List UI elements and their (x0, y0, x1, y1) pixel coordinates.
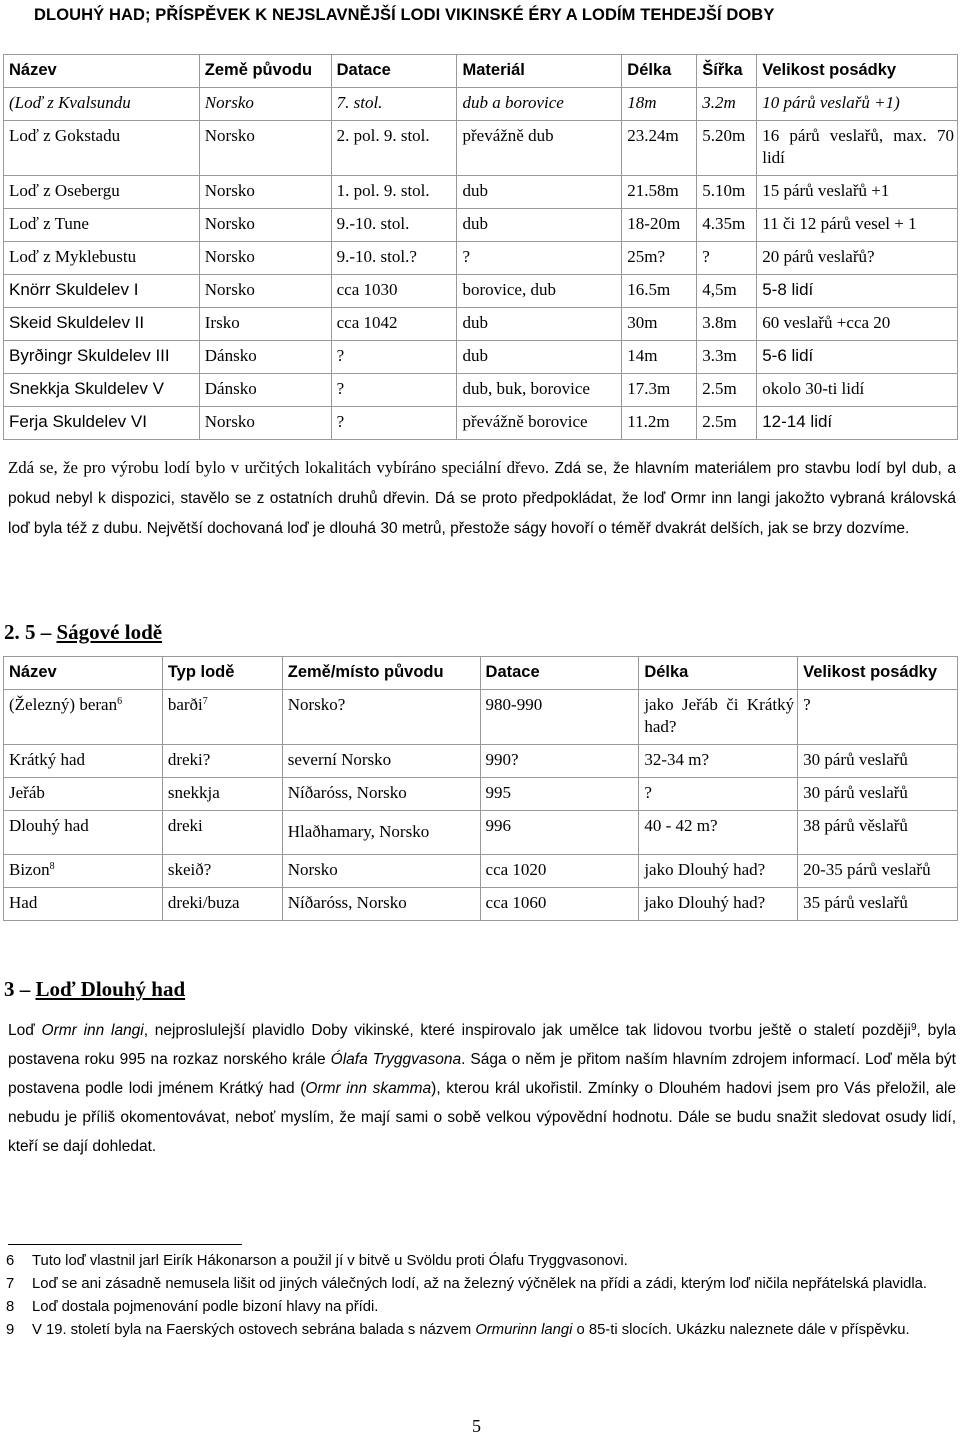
paragraph-wood-materials (8, 453, 956, 543)
footnote-ref: 7 (202, 696, 208, 707)
footnote-text: Loď se ani zásadně nemusela lišit od jiných válečných lodí, až na železný výčnělek na přídi a zádi, kterým loď ničila nepřátelská plavidla. (32, 1276, 927, 1292)
column-header: Velikost posádky (798, 657, 958, 690)
table-row (4, 209, 958, 242)
table-cell: 5-6 lidí (757, 341, 958, 374)
table-cell: 5.10m (697, 176, 757, 209)
footnote-number: 8 (6, 1299, 15, 1315)
table-row (4, 341, 958, 374)
paragraph-sentence: Dá se proto předpokládat, že loď Ormr inn langi jakožto vybraná královská loď byla též z dubu. (8, 490, 957, 537)
table-cell: Norsko? (282, 690, 480, 745)
table-cell: dub (457, 209, 622, 242)
table-cell: Irsko (199, 308, 331, 341)
footnote-ref: 9 (910, 1022, 917, 1033)
table-cell: Knörr Skuldelev I (4, 275, 200, 308)
king-name-italic: Ólafa Tryggvasona (330, 1051, 462, 1068)
page-number: 5 (472, 1416, 481, 1436)
column-header: Délka (639, 657, 798, 690)
running-head: DLOUHÝ HAD; PŘÍSPĚVEK K NEJSLAVNĚJŠÍ LODI VIKINSKÉ ÉRY A LODÍM TEHDEJŠÍ DOBY (34, 6, 775, 24)
table-cell: jako Dlouhý had? (639, 855, 798, 888)
table-cell: 16.5m (622, 275, 697, 308)
table-cell: Ferja Skuldelev VI (4, 407, 200, 440)
column-header: Název (4, 657, 163, 690)
table-cell: 14m (622, 341, 697, 374)
table-row (4, 121, 958, 176)
table-cell: Norsko (199, 176, 331, 209)
table-cell: 35 párů veslařů (798, 888, 958, 921)
text-run: , nejproslulejší plavidlo Doby vikinské, které inspirovalo jak umělce tak lidovou tvorbu ještě o staletí později (143, 1022, 911, 1039)
table-cell: (Loď z Kvalsundu (4, 88, 200, 121)
footnote (6, 1296, 956, 1319)
table-cell: převážně borovice (457, 407, 622, 440)
table-cell: Had (4, 888, 163, 921)
saga-ships-table (3, 656, 958, 921)
table-cell: 990? (480, 745, 639, 778)
table-cell: 3.3m (697, 341, 757, 374)
table-cell: 4.35m (697, 209, 757, 242)
table-cell: dreki? (162, 745, 282, 778)
table-cell: 40 - 42 m? (639, 811, 798, 855)
table-row (4, 275, 958, 308)
footnote-text: Loď dostala pojmenování podle bizoní hlavy na přídi. (32, 1299, 379, 1315)
section-number: 2. 5 (4, 620, 36, 644)
table-cell: Krátký had (4, 745, 163, 778)
table-cell: 30 párů veslařů (798, 778, 958, 811)
footnote-number: 9 (6, 1322, 15, 1338)
table-cell: Loď z Myklebustu (4, 242, 200, 275)
column-header: Délka (622, 55, 697, 88)
table-row (4, 811, 958, 855)
table-cell: Dánsko (199, 341, 331, 374)
text-run: . Sága o něm je přitom naším hlavním zdrojem informací. Loď měla být postavena podle lodi jménem Krátký had ( (8, 1051, 956, 1097)
table-row (4, 242, 958, 275)
table-header-row (4, 657, 958, 690)
table-header-row (4, 55, 958, 88)
table-cell: 17.3m (622, 374, 697, 407)
table-cell: 11.2m (622, 407, 697, 440)
footnote-text: Tuto loď vlastnil jarl Eirík Hákonarson a použil jí v bitvě u Svöldu proti Ólafu Tryggvasonovi. (32, 1253, 628, 1269)
table-cell: ? (798, 690, 958, 745)
table-cell: 30m (622, 308, 697, 341)
column-header: Šířka (697, 55, 757, 88)
table-cell: okolo 30-ti lidí (757, 374, 958, 407)
table-cell: jako Dlouhý had? (639, 888, 798, 921)
table-cell: Norsko (199, 407, 331, 440)
table-cell: dreki (162, 811, 282, 855)
table-cell: 15 párů veslařů +1 (757, 176, 958, 209)
table-cell: 2. pol. 9. stol. (331, 121, 457, 176)
table-cell: skeið? (162, 855, 282, 888)
column-header: Datace (480, 657, 639, 690)
table-cell: cca 1020 (480, 855, 639, 888)
table-cell: ? (697, 242, 757, 275)
table-cell: 60 veslařů +cca 20 (757, 308, 958, 341)
table-cell: 10 párů veslařů +1) (757, 88, 958, 121)
table-cell: Níðaróss, Norsko (282, 778, 480, 811)
table-cell: Jeřáb (4, 778, 163, 811)
paragraph-long-serpent (8, 1016, 956, 1161)
table-cell: 995 (480, 778, 639, 811)
table-cell: 21.58m (622, 176, 697, 209)
table-cell: 20 párů veslařů? (757, 242, 958, 275)
table-cell: ? (331, 341, 457, 374)
table-cell: 2.5m (697, 374, 757, 407)
table-cell: dub a borovice (457, 88, 622, 121)
column-header: Typ lodě (162, 657, 282, 690)
table-cell: Dlouhý had (4, 811, 163, 855)
table-cell: snekkja (162, 778, 282, 811)
text-run: Loď (8, 1022, 42, 1039)
table-cell: 12-14 lidí (757, 407, 958, 440)
table-cell: Byrðingr Skuldelev III (4, 341, 200, 374)
table-cell: dub, buk, borovice (457, 374, 622, 407)
table-cell: 23.24m (622, 121, 697, 176)
footnote-ref: 8 (49, 861, 55, 872)
table-cell: dreki/buza (162, 888, 282, 921)
table-cell (162, 690, 282, 745)
table-cell: 7. stol. (331, 88, 457, 121)
table-cell: severní Norsko (282, 745, 480, 778)
table-cell: 25m? (622, 242, 697, 275)
section-title: Loď Dlouhý had (35, 977, 186, 1001)
table-cell: 5-8 lidí (757, 275, 958, 308)
section-dash: – (35, 620, 57, 644)
table-cell: 5.20m (697, 121, 757, 176)
text-run: ), kterou král ukořistil. Zmínky o Dlouhém hadovi jsem pro Vás přeložil, ale nebudu je příliš okomentovávat, neboť myslím, že mají sami o sobě velkou výpovědní hodnotu. Dále se budu snažit sledovat osudy lidí, kteří se dají dohledat. (8, 1080, 957, 1155)
table-cell: cca 1030 (331, 275, 457, 308)
table-cell: 980-990 (480, 690, 639, 745)
table-cell: Hlaðhamary, Norsko (282, 811, 480, 855)
table-cell: Norsko (199, 121, 331, 176)
ship-type: barði (167, 695, 203, 714)
table-cell: Loď z Gokstadu (4, 121, 200, 176)
table-cell: 4,5m (697, 275, 757, 308)
column-header: Země původu (199, 55, 331, 88)
table-cell: převážně dub (457, 121, 622, 176)
table-cell: dub (457, 308, 622, 341)
paragraph-sentence: Největší dochovaná loď je dlouhá 30 metrů, přestože ságy hovoří o téměř dvakrát delších, jak se brzy dozvíme. (142, 520, 910, 537)
table-cell: 18-20m (622, 209, 697, 242)
table-cell: 30 párů veslařů (798, 745, 958, 778)
text-run: o 85-ti slocích. Ukázku naleznete dále v příspěvku. (572, 1322, 910, 1338)
ship-name-italic: Ormr inn langi (41, 1022, 144, 1039)
table-cell: 9.-10. stol. (331, 209, 457, 242)
column-header: Datace (331, 55, 457, 88)
table-cell: ? (331, 374, 457, 407)
text-run: , byla postavena roku 995 na rozkaz norského krále (8, 1022, 957, 1068)
column-header: Materiál (457, 55, 622, 88)
column-header: Název (4, 55, 200, 88)
text-run: V 19. století byla na Faerských ostovech sebrána balada s názvem (32, 1322, 476, 1338)
footnote (6, 1250, 956, 1273)
table-cell: ? (331, 407, 457, 440)
table-cell: 2.5m (697, 407, 757, 440)
table-cell: Níðaróss, Norsko (282, 888, 480, 921)
table-row (4, 308, 958, 341)
table-cell: 3.8m (697, 308, 757, 341)
table-cell: 38 párů věslařů (798, 811, 958, 855)
table-cell (4, 690, 163, 745)
table-cell: cca 1042 (331, 308, 457, 341)
table-row (4, 407, 958, 440)
table-cell: Norsko (199, 242, 331, 275)
footnote-separator (8, 1244, 242, 1245)
footnote (6, 1273, 956, 1296)
table-row (4, 176, 958, 209)
table-cell: 9.-10. stol.? (331, 242, 457, 275)
table-cell: dub (457, 176, 622, 209)
section-dash: – (14, 977, 36, 1001)
table-cell: 18m (622, 88, 697, 121)
table-cell: Norsko (282, 855, 480, 888)
table-cell: Norsko (199, 275, 331, 308)
table-cell: ? (639, 778, 798, 811)
paragraph-sentence: Zdá se, že pro výrobu lodí bylo v určitých lokalitách vybíráno speciální dřevo. (8, 458, 550, 477)
section-number: 3 (4, 977, 15, 1001)
footnote-text (32, 1319, 956, 1342)
table-cell: 3.2m (697, 88, 757, 121)
section-heading-long-serpent (4, 977, 185, 1002)
column-header: Velikost posádky (757, 55, 958, 88)
ship-name: (Železný) beran (9, 695, 118, 714)
table-row (4, 888, 958, 921)
table-cell (4, 855, 163, 888)
table-cell: Norsko (199, 88, 331, 121)
column-header: Země/místo původu (282, 657, 480, 690)
table-cell: Dánsko (199, 374, 331, 407)
table-cell: 1. pol. 9. stol. (331, 176, 457, 209)
section-title: Ságové lodě (56, 620, 163, 644)
table-cell: 20-35 párů veslařů (798, 855, 958, 888)
footnotes (6, 1250, 956, 1342)
footnote-ref: 6 (117, 696, 123, 707)
table-cell: borovice, dub (457, 275, 622, 308)
table-cell: jako Jeřáb či Krátký had? (639, 690, 798, 745)
table-row (4, 778, 958, 811)
table-cell: 32-34 m? (639, 745, 798, 778)
footnote (6, 1319, 956, 1342)
section-heading-saga-ships (4, 620, 162, 645)
table-cell: Loď z Tune (4, 209, 200, 242)
table-cell: Norsko (199, 209, 331, 242)
table-cell: ? (457, 242, 622, 275)
ballad-name-italic: Ormurinn langi (475, 1322, 573, 1338)
table-row (4, 855, 958, 888)
ship-name: Bizon (9, 860, 50, 879)
table-cell: Snekkja Skuldelev V (4, 374, 200, 407)
table-row (4, 374, 958, 407)
table-cell: 16 párů veslařů, max. 70 lidí (757, 121, 958, 176)
table-row (4, 745, 958, 778)
table-cell: 996 (480, 811, 639, 855)
table-cell: Skeid Skuldelev II (4, 308, 200, 341)
table-cell: 11 či 12 párů vesel + 1 (757, 209, 958, 242)
footnote-number: 6 (6, 1253, 15, 1269)
footnote-number: 7 (6, 1276, 15, 1292)
paragraph-sentence: Zdá se, že hlavním materiálem pro stavbu lodí byl dub, a pokud nebyl k dispozici, stavělo se z ostatních druhů dřevin. (8, 460, 956, 507)
ships-table (3, 54, 958, 440)
table-cell: dub (457, 341, 622, 374)
table-row (4, 690, 958, 745)
ship-name-italic: Ormr inn skamma (305, 1080, 432, 1097)
table-cell: cca 1060 (480, 888, 639, 921)
table-cell: Loď z Osebergu (4, 176, 200, 209)
table-row (4, 88, 958, 121)
